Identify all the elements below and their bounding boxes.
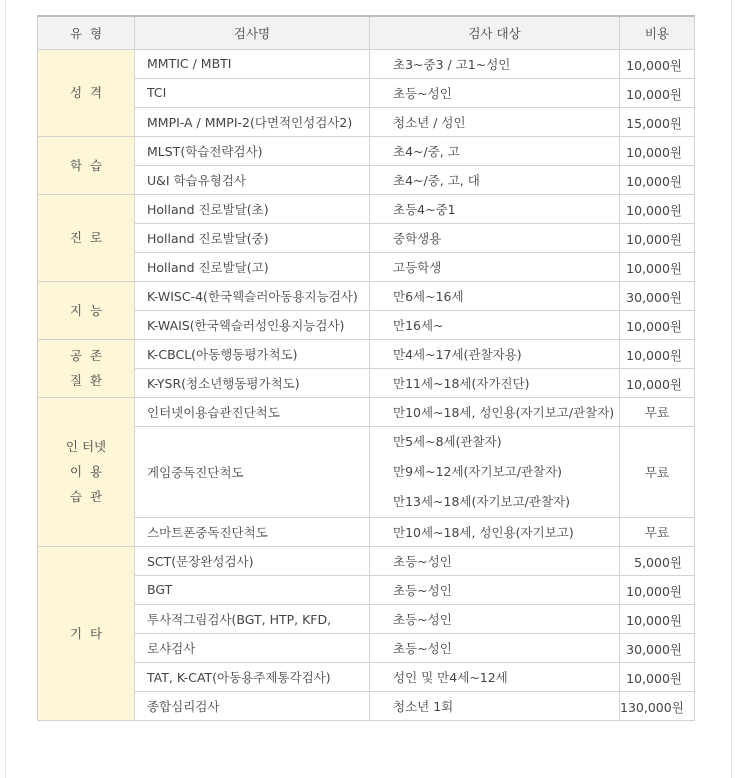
header-fee: 비용	[620, 16, 695, 49]
test-name-cell: SCT(문장완성검사)	[135, 546, 370, 575]
test-name-cell: 인터넷이용습관진단척도	[135, 397, 370, 426]
table-row	[38, 310, 695, 339]
type-label: 성 격	[69, 85, 103, 100]
table-row	[38, 165, 695, 194]
fee-cell: 10,000원	[620, 339, 695, 368]
fee-cell: 10,000원	[620, 223, 695, 252]
target-cell	[370, 368, 620, 397]
type-label: 공 존	[69, 348, 103, 363]
table-row	[38, 691, 695, 720]
target-cell	[370, 604, 620, 633]
test-name-cell: TAT, K-CAT(아동용주제통각검사)	[135, 662, 370, 691]
target-line: 초등~성인	[393, 553, 452, 569]
test-name-cell: 투사적그림검사(BGT, HTP, KFD,	[135, 604, 370, 633]
table-row	[38, 575, 695, 604]
fee-cell: 10,000원	[620, 662, 695, 691]
target-cell	[370, 339, 620, 368]
fee-cell: 30,000원	[620, 281, 695, 310]
table-header-row	[38, 16, 695, 49]
target-cell	[370, 662, 620, 691]
fee-cell: 10,000원	[620, 604, 695, 633]
fee-cell: 10,000원	[620, 194, 695, 223]
test-name-cell: 로샤검사	[135, 633, 370, 662]
target-cell	[370, 78, 620, 107]
target-line: 초등4~중1	[393, 201, 456, 217]
fee-cell: 10,000원	[620, 136, 695, 165]
fee-cell: 10,000원	[620, 165, 695, 194]
type-cell	[38, 397, 135, 546]
table-row	[38, 426, 695, 517]
table-row	[38, 136, 695, 165]
test-name-cell: K-WAIS(한국웩슬러성인용지능검사)	[135, 310, 370, 339]
test-name-cell: TCI	[135, 78, 370, 107]
type-cell	[38, 49, 135, 136]
type-cell	[38, 281, 135, 339]
table-row	[38, 368, 695, 397]
fee-cell: 10,000원	[620, 78, 695, 107]
table-row	[38, 107, 695, 136]
test-name-cell: K-WISC-4(한국웩슬러아동용지능검사)	[135, 281, 370, 310]
table-row	[38, 194, 695, 223]
table-row	[38, 546, 695, 575]
target-cell	[370, 281, 620, 310]
type-cell	[38, 136, 135, 194]
table-row	[38, 633, 695, 662]
target-cell	[370, 397, 620, 426]
test-name-cell: U&I 학습유형검사	[135, 165, 370, 194]
fee-cell: 130,000원	[620, 691, 695, 720]
target-cell	[370, 426, 620, 517]
target-line: 만11세~18세(자가진단)	[393, 375, 530, 391]
table-row	[38, 517, 695, 546]
target-line: 만16세~	[393, 317, 444, 333]
fee-cell: 10,000원	[620, 310, 695, 339]
target-cell	[370, 165, 620, 194]
target-line: 만13세~18세(자기보고/관찰자)	[393, 493, 571, 509]
fee-cell: 10,000원	[620, 252, 695, 281]
target-line: 초등~성인	[393, 640, 452, 656]
target-line: 초등~성인	[393, 85, 452, 101]
test-name-cell: 게임중독진단척도	[135, 426, 370, 517]
test-name-cell: 스마트폰중독진단척도	[135, 517, 370, 546]
table-row	[38, 252, 695, 281]
table-row	[38, 78, 695, 107]
fee-cell: 5,000원	[620, 546, 695, 575]
target-line: 초등~성인	[393, 611, 452, 627]
target-cell	[370, 517, 620, 546]
table-row	[38, 662, 695, 691]
table-body	[38, 49, 695, 720]
target-line: 만10세~18세, 성인용(자기보고)	[393, 524, 574, 540]
fee-cell: 10,000원	[620, 368, 695, 397]
target-cell	[370, 310, 620, 339]
target-line: 초등~성인	[393, 582, 452, 598]
target-line: 만10세~18세, 성인용(자기보고/관찰자)	[393, 404, 615, 420]
target-cell	[370, 223, 620, 252]
fee-cell: 15,000원	[620, 107, 695, 136]
target-cell	[370, 194, 620, 223]
target-line: 초4~/중, 고	[393, 143, 460, 159]
test-name-cell: Holland 진로발달(초)	[135, 194, 370, 223]
target-cell	[370, 136, 620, 165]
header-type: 유 형	[38, 16, 135, 49]
target-cell	[370, 49, 620, 78]
target-line: 만4세~17세(관찰자용)	[393, 346, 522, 362]
table-row	[38, 223, 695, 252]
type-cell	[38, 546, 135, 720]
test-name-cell: K-CBCL(아동행동평가척도)	[135, 339, 370, 368]
test-name-cell: MMTIC / MBTI	[135, 49, 370, 78]
target-line: 중학생용	[393, 230, 442, 246]
target-cell	[370, 633, 620, 662]
fee-cell: 30,000원	[620, 633, 695, 662]
test-name-cell: Holland 진로발달(고)	[135, 252, 370, 281]
type-label: 학 습	[69, 157, 103, 173]
target-cell	[370, 691, 620, 720]
header-target: 검사 대상	[370, 16, 620, 49]
target-line: 만9세~12세(자기보고/관찰자)	[393, 463, 563, 479]
fee-cell: 무료	[620, 517, 695, 546]
test-name-cell: K-YSR(청소년행동평가척도)	[135, 368, 370, 397]
type-label: 인 터넷	[65, 439, 107, 454]
type-label: 질 환	[69, 373, 103, 388]
target-line: 만6세~16세	[393, 288, 464, 304]
type-label: 습 관	[69, 489, 103, 504]
target-line: 초4~/중, 고, 대	[393, 172, 480, 188]
fee-cell: 무료	[620, 426, 695, 517]
target-line: 청소년 1회	[393, 698, 454, 714]
type-cell	[38, 339, 135, 397]
fee-cell: 10,000원	[620, 49, 695, 78]
target-line: 고등학생	[393, 259, 442, 275]
header-test-name: 검사명	[135, 16, 370, 49]
fee-cell: 무료	[620, 397, 695, 426]
target-cell	[370, 575, 620, 604]
type-label: 기 타	[69, 625, 103, 641]
target-cell	[370, 252, 620, 281]
fee-cell: 10,000원	[620, 575, 695, 604]
target-line: 초3~중3 / 고1~성인	[393, 56, 511, 72]
test-name-cell: MMPI-A / MMPI-2(다면적인성검사2)	[135, 107, 370, 136]
test-name-cell: Holland 진로발달(중)	[135, 223, 370, 252]
type-label: 진 로	[69, 230, 103, 245]
target-cell	[370, 546, 620, 575]
test-name-cell: MLST(학습전략검사)	[135, 136, 370, 165]
type-label: 지 능	[69, 302, 103, 318]
type-label: 이 용	[69, 464, 103, 479]
table-row	[38, 281, 695, 310]
target-line: 청소년 / 성인	[393, 114, 466, 130]
target-line: 성인 및 만4세~12세	[393, 669, 508, 685]
table-row	[38, 49, 695, 78]
test-fee-table	[37, 15, 695, 721]
table-row	[38, 604, 695, 633]
target-line: 만5세~8세(관찰자)	[393, 433, 502, 449]
target-cell	[370, 107, 620, 136]
test-name-cell: 종합심리검사	[135, 691, 370, 720]
test-name-cell: BGT	[135, 575, 370, 604]
table-row	[38, 339, 695, 368]
type-cell	[38, 194, 135, 281]
table-row	[38, 397, 695, 426]
